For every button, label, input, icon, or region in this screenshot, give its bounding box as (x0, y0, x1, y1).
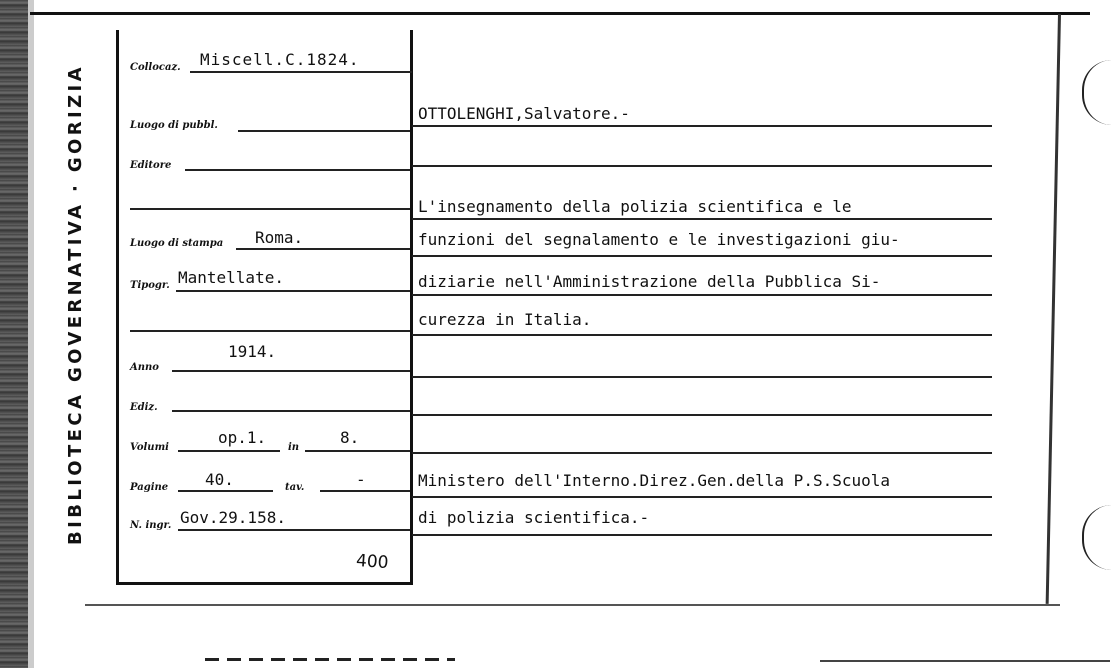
rule-tipografia (176, 290, 410, 292)
scan-bottom-line (820, 660, 1110, 662)
rule-tavole (320, 490, 410, 492)
rule-desc-2 (412, 165, 992, 167)
rule-blank-r1 (412, 376, 992, 378)
rule-blank-1 (130, 208, 410, 210)
rule-blank-2 (130, 330, 410, 332)
rule-n-ingresso (178, 529, 410, 531)
author-heading: OTTOLENGHI,Salvatore.- (418, 104, 630, 123)
rule-title-4 (412, 334, 992, 336)
rule-luogo-stampa (236, 248, 410, 250)
value-n-ingresso: Gov.29.158. (180, 508, 286, 527)
left-column-border (116, 30, 119, 583)
label-n-ingresso: N. ingr. (130, 520, 172, 531)
title-line-4: curezza in Italia. (418, 310, 592, 329)
label-luogo-pubbl: Luogo di pubbl. (130, 120, 218, 131)
right-bracket-top (1082, 60, 1111, 125)
note-line-1: Ministero dell'Interno.Direz.Gen.della P.S.Scuola (418, 471, 891, 490)
rule-volumi (178, 450, 280, 452)
label-volumi: Volumi (130, 442, 169, 453)
right-bracket-bottom (1082, 505, 1111, 570)
label-pagine: Pagine (130, 482, 169, 493)
card-bottom-border (85, 604, 1060, 606)
label-tavole: tav. (285, 482, 305, 493)
value-volumi-in: 8. (340, 428, 360, 447)
value-tipografia: Mantellate. (178, 268, 284, 287)
institution-vertical-title: BIBLIOTECA GOVERNATIVA · GORIZIA (65, 64, 86, 545)
label-tipografia: Tipogr. (130, 280, 170, 291)
value-anno: 1914. (228, 342, 277, 361)
label-luogo-stampa: Luogo di stampa (130, 238, 224, 249)
right-column-border (410, 30, 413, 583)
label-anno: Anno (130, 362, 159, 373)
rule-anno (172, 370, 410, 372)
scan-left-shadow (28, 0, 34, 668)
rule-title-3 (412, 294, 992, 296)
note-line-2: di polizia scientifica.- (418, 508, 650, 527)
rule-luogo-pubbl (238, 130, 410, 132)
title-line-2: funzioni del segnalamento e le investigazioni giu- (418, 230, 900, 249)
rule-note-2 (412, 534, 992, 536)
left-column-bottom (116, 582, 413, 585)
title-line-3: diziarie nell'Amministrazione della Pubblica Si- (418, 272, 881, 291)
value-collocazione: Miscell.C.1824. (200, 50, 360, 69)
rule-title-1 (412, 218, 992, 220)
card-right-border (1046, 14, 1061, 604)
scan-left-edge (0, 0, 28, 668)
value-pagine: 40. (205, 470, 234, 489)
rule-blank-r3 (412, 452, 992, 454)
scan-bottom-dashes (205, 658, 455, 661)
rule-edizione (172, 410, 410, 412)
value-luogo-stampa: Roma. (255, 228, 304, 247)
rule-collocazione (190, 71, 412, 73)
value-tavole: - (356, 470, 366, 489)
value-volumi: op.1. (218, 428, 267, 447)
label-in: in (288, 442, 300, 453)
rule-blank-r2 (412, 414, 992, 416)
rule-note-1 (412, 496, 992, 498)
title-line-1: L'insegnamento della polizia scientifica e le (418, 197, 852, 216)
label-editore: Editore (130, 160, 172, 171)
rule-volumi-in (305, 450, 410, 452)
rule-editore (185, 169, 410, 171)
rule-author (412, 125, 992, 127)
rule-title-2 (412, 255, 992, 257)
rule-pagine (178, 490, 273, 492)
card-top-border (30, 12, 1090, 15)
label-edizione: Ediz. (130, 402, 158, 413)
handwritten-number: 400 (355, 550, 390, 574)
label-collocazione: Collocaz. (130, 62, 181, 73)
